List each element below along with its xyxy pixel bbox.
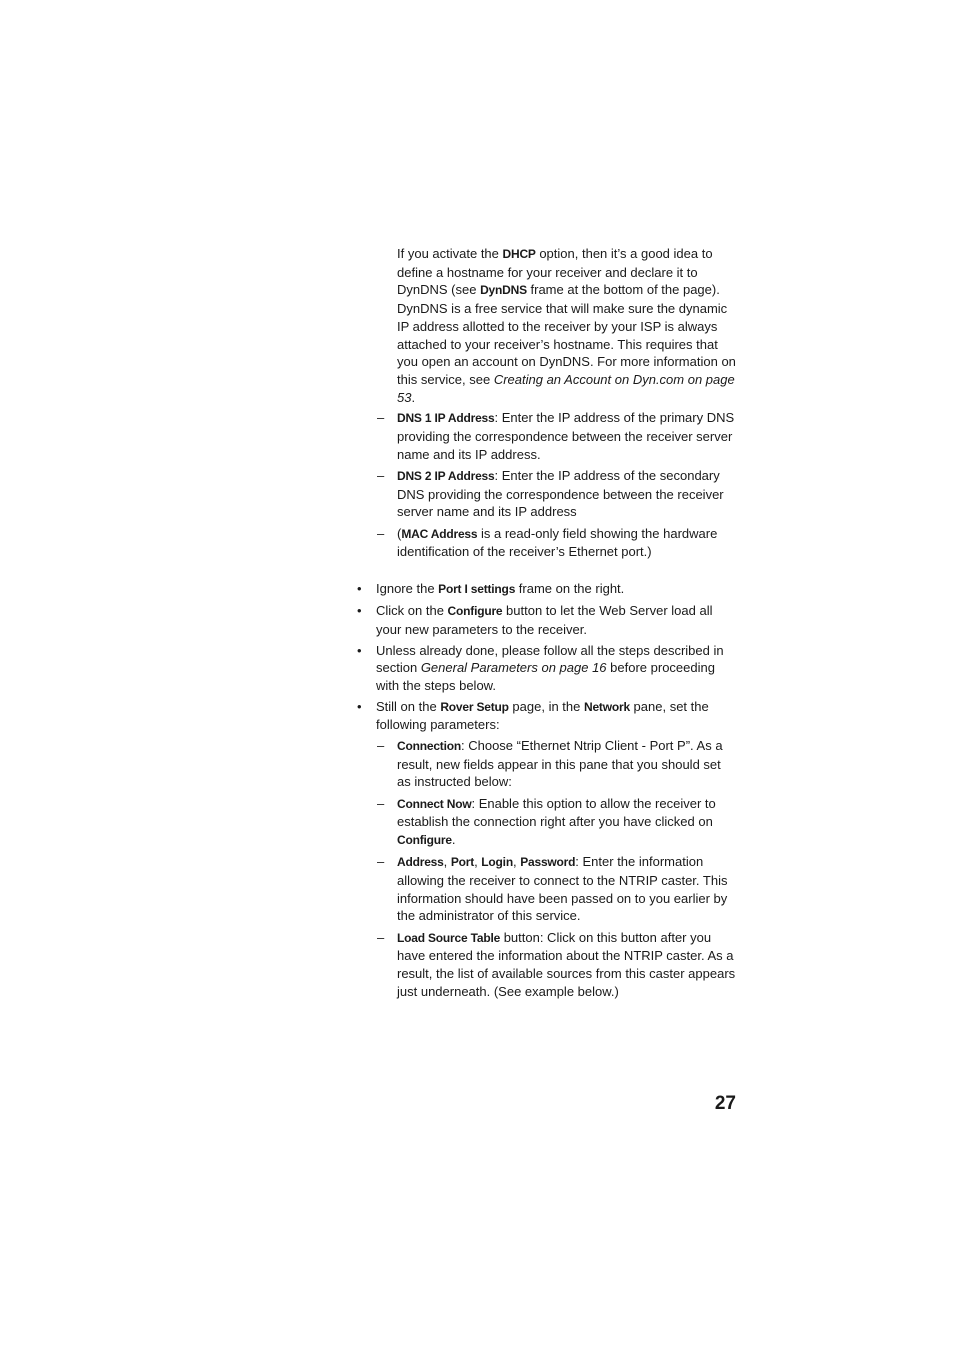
cross-reference: General Parameters on page 16: [420, 660, 607, 676]
password-term: Password: [520, 855, 576, 870]
dns2-term: DNS 2 IP Address: [397, 468, 495, 483]
dyndns-term: DynDNS: [480, 283, 527, 298]
connection-description: : Choose “Ethernet Ntrip Client - Port P”. As a result, new fields appear in this pane that you should set as instructed below:: [397, 738, 723, 790]
configure-term: Configure: [447, 604, 503, 619]
dns1-term: DNS 1 IP Address: [397, 411, 495, 426]
bullet-port-settings: [376, 580, 736, 599]
text: button to let the Web Server load all your new parameters to the receiver.: [376, 603, 713, 637]
cross-reference: Creating an Account on Dyn.com on page 53: [397, 371, 735, 405]
load-source-table-description: button: Click on this button after you have entered the information about the NTRIP caster. As a result, the list of available sources from this caster appears just underneath. (See example below.): [397, 929, 736, 999]
load-source-table-term: Load Source Table: [397, 930, 501, 945]
configure-term: Configure: [397, 833, 452, 848]
page-content: [356, 245, 736, 1004]
bullet-rover-setup: [376, 698, 736, 734]
mac-item: [397, 525, 736, 561]
address-term: Address: [397, 855, 444, 870]
connect-now-term: Connect Now: [397, 796, 472, 811]
text: page, in the: [508, 698, 584, 714]
spacer: [356, 564, 736, 580]
text: Ignore the: [376, 581, 439, 597]
text: Unless already done, please follow all the steps described in section: [376, 642, 724, 676]
text: ,: [443, 854, 451, 870]
connection-item: [397, 737, 736, 791]
dns1-description: : Enter the IP address of the primary DNS providing the correspondence between the receiver server name and its IP address.: [397, 410, 735, 462]
dns2-description: : Enter the IP address of the secondary DNS providing the correspondence between the receiver server name and its IP address: [397, 467, 724, 520]
network-term: Network: [583, 699, 630, 714]
dhcp-paragraph: [397, 245, 736, 406]
text: frame at the bottom of the page). DynDNS is a free service that will make sure the dynamic IP address allotted to the receiver by your ISP is always attached to your receiver’s hostname. This requires that you open an account on DynDNS. For more information on this service, see: [397, 282, 736, 387]
mac-description: is a read-only field showing the hardware identification of the receiver’s Ethernet port.): [397, 525, 718, 560]
login-term: Login: [481, 855, 513, 870]
bullet-general-parameters: [376, 642, 736, 695]
text: option, then it’s a good idea to define a hostname for your receiver and declare it to DynDNS (see: [397, 246, 713, 298]
text: (: [397, 525, 402, 541]
text: If you activate the: [397, 246, 503, 261]
load-source-table-item: [397, 929, 736, 1001]
address-item: [397, 853, 736, 925]
address-description: : Enter the information allowing the receiver to connect to the NTRIP caster. This information should have been passed on to you earlier by the administrator of this service.: [397, 854, 728, 924]
text: .: [451, 832, 456, 848]
bullet-configure: [376, 602, 736, 638]
page-number: 27: [714, 1093, 736, 1114]
port-term: Port: [450, 855, 475, 870]
text: ,: [474, 854, 482, 870]
text: frame on the right.: [515, 581, 625, 597]
dhcp-term: DHCP: [502, 247, 536, 261]
dns2-item: [397, 467, 736, 521]
mac-term: MAC Address: [401, 526, 478, 541]
connect-now-item: [397, 795, 736, 850]
text: Click on the: [376, 603, 448, 619]
text: Still on the: [376, 698, 441, 714]
rover-setup-term: Rover Setup: [440, 699, 509, 714]
connection-term: Connection: [397, 739, 461, 754]
text: .: [411, 389, 416, 405]
text: ,: [512, 854, 521, 870]
connect-now-description: : Enable this option to allow the receiver to establish the connection right after you have clicked on: [397, 795, 716, 830]
dns1-item: [397, 409, 736, 463]
text: before proceeding with the steps below.: [376, 660, 715, 693]
text: pane, set the following parameters:: [376, 698, 709, 733]
port-settings-term: Port I settings: [438, 582, 516, 597]
